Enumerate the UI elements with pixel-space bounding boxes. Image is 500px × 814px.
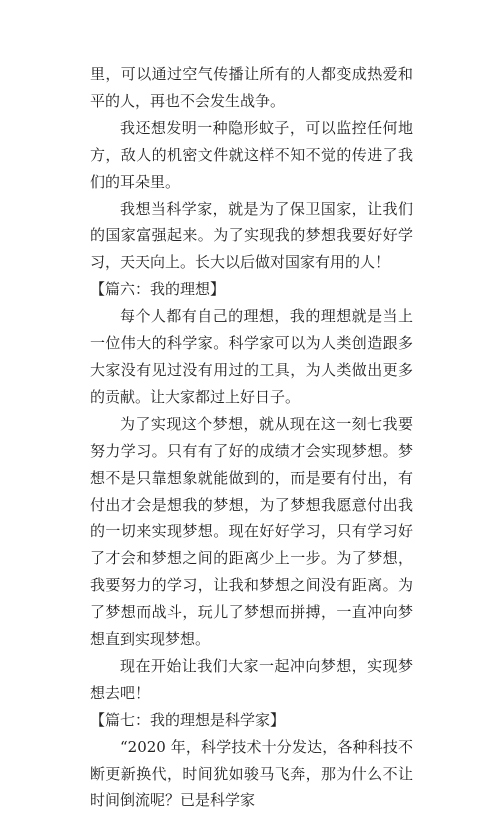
paragraph: 为了实现这个梦想，就从现在这一刻七我要努力学习。只有有了好的成绩才会实现梦想。梦想不是只靠想象就能做到的，而是要有付出，有付出才会是想我的梦想，为了梦想我愿意付出我的一切来实现梦想。现在好好学习，只有学习好了才会和梦想之间的距离少上一步。为了梦想，我要努力的学习，让我和梦想之间没有距离。为了梦想而战斗，玩儿了梦想而拼搏，一直冲向梦想直到实现梦想。 <box>90 414 413 649</box>
paragraph: 我还想发明一种隐形蚊子，可以监控任何地方，敌人的机密文件就这样不知不觉的传进了我们的耳朵里。 <box>90 118 413 191</box>
paragraph: “2020 年，科学技术十分发达，各种科技不断更新换代，时间犹如骏马飞奔，那为什么不让时间倒流呢？已是科学家 <box>90 737 413 810</box>
paragraph: 里，可以通过空气传播让所有的人都变成热爱和平的人，再也不会发生战争。 <box>90 65 413 110</box>
paragraph: 我想当科学家，就是为了保卫国家，让我们的国家富强起来。为了实现我的梦想我要好好学习，天天向上。长大以后做对国家有用的人！ <box>90 199 413 272</box>
section-heading: 【篇六：我的理想】 <box>90 280 226 299</box>
paragraph: 每个人都有自己的理想，我的理想就是当上一位伟大的科学家。科学家可以为人类创造跟多大家没有见过没有用过的工具，为人类做出更多的贡献。让大家都过上好日子。 <box>90 307 413 406</box>
document-body <box>90 61 413 814</box>
paragraph: 现在开始让我们大家一起冲向梦想，实现梦想去吧！ <box>90 656 413 702</box>
section-heading: 【篇七：我的理想是科学家】 <box>90 710 286 729</box>
